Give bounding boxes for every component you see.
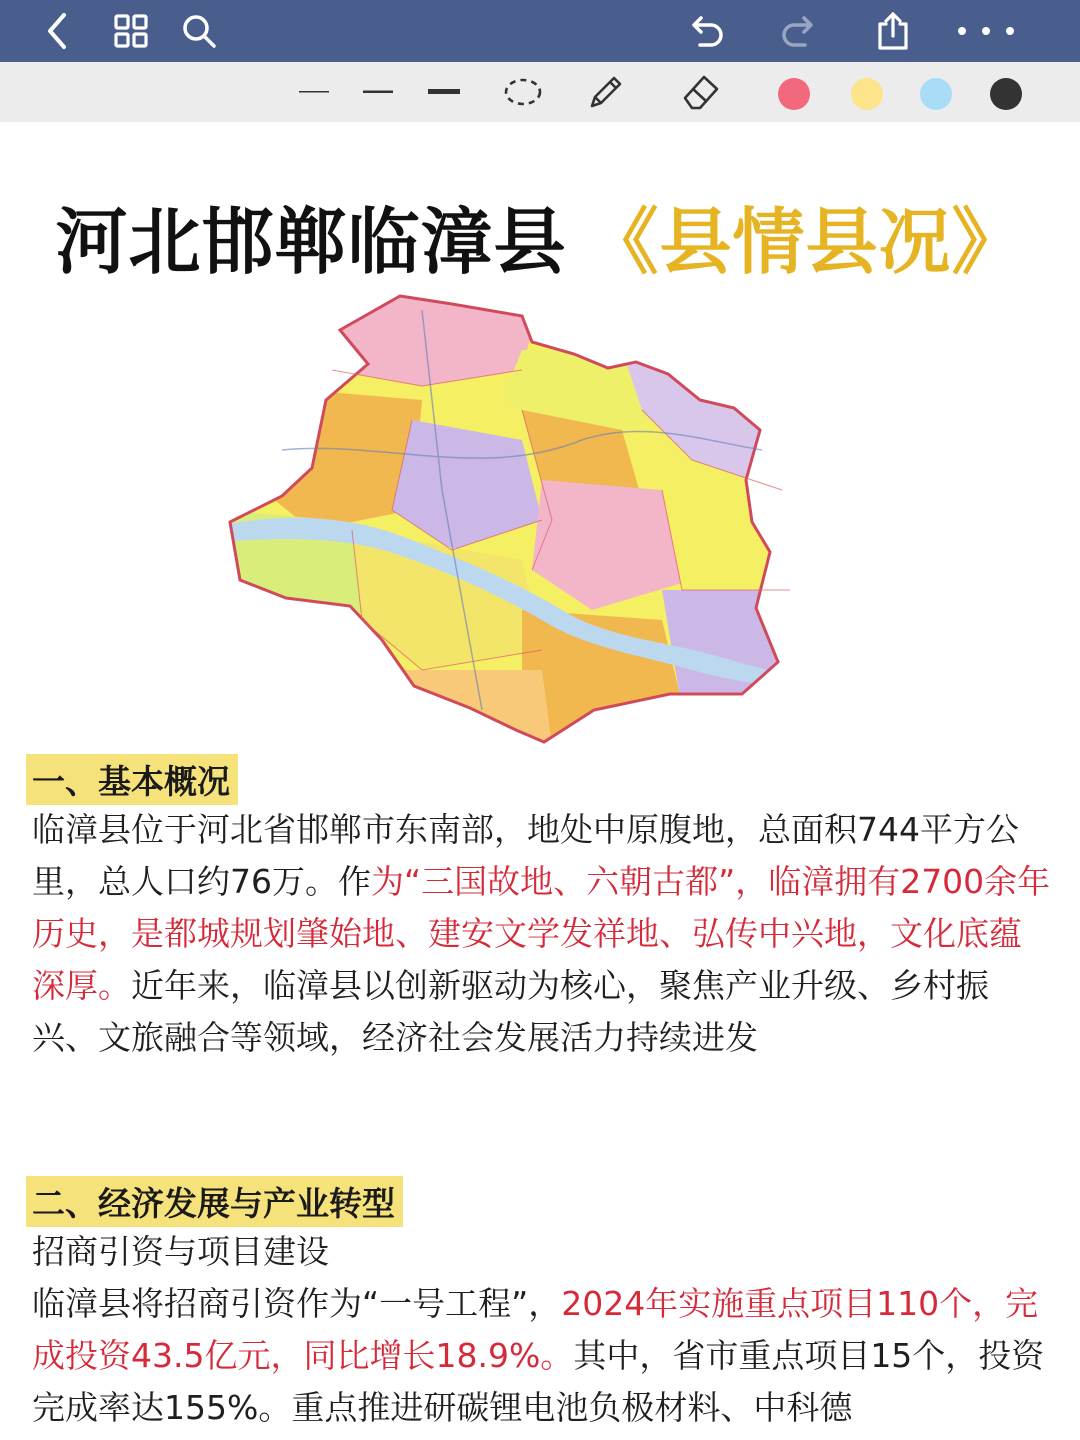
section2-subheading: 招商引资与项目建设 [32, 1232, 329, 1271]
color-swatch-yellow[interactable] [851, 78, 883, 110]
thin-line-icon[interactable] [296, 72, 332, 112]
title-accent: 《县情县况》 [586, 200, 1025, 284]
section1-highlight: 为“三国故地、六朝古都”，临漳拥有2700余年历史，是都城规划肇始地、建安文学发祥地、弘传中兴地，文化底蕴深厚。 [32, 862, 1051, 1005]
undo-icon[interactable] [683, 8, 729, 54]
section2-text-c: 其中，省市重点项目15个，投资完成率达155%。重点推进研碳锂电池负极材料、中科德 [32, 1336, 1045, 1427]
note-page[interactable] [0, 122, 1080, 1440]
section-heading-basic: 一、基本概况 [26, 754, 238, 805]
grid-icon[interactable] [108, 8, 154, 54]
page-title [0, 184, 1080, 288]
drawing-toolbar [0, 62, 1080, 122]
share-icon[interactable] [870, 8, 916, 54]
color-swatch-black[interactable] [990, 78, 1022, 110]
more-icon[interactable] [950, 8, 1022, 54]
search-icon[interactable] [176, 8, 222, 54]
section1-paragraph [32, 804, 1052, 1064]
thick-line-icon[interactable] [426, 72, 462, 112]
color-swatch-blue[interactable] [920, 78, 952, 110]
section2-text-a: 临漳县将招商引资作为“一号工程”， [32, 1284, 562, 1323]
section1-text-c: 近年来，临漳县以创新驱动为核心，聚焦产业升级、乡村振兴、文旅融合等领域，经济社会发展活力持续进发 [32, 966, 989, 1057]
section2-highlight: 2024年实施重点项目110个，完成投资43.5亿元，同比增长18.9%。 [32, 1284, 1039, 1375]
redo-icon[interactable] [776, 8, 822, 54]
back-icon[interactable] [34, 8, 80, 54]
pencil-icon[interactable] [584, 72, 628, 112]
section1-text-a: 临漳县位于河北省邯郸市东南部，地处中原腹地，总面积744平方公里，总人口约76万。作 [32, 810, 1019, 901]
county-map-image [222, 290, 790, 746]
lasso-icon[interactable] [501, 72, 545, 112]
section-heading-economy: 二、经济发展与产业转型 [26, 1176, 403, 1227]
color-swatch-pink[interactable] [778, 78, 810, 110]
eraser-icon[interactable] [678, 72, 724, 112]
top-bar [0, 0, 1080, 62]
medium-line-icon[interactable] [360, 72, 396, 112]
title-main: 河北邯郸临漳县 [55, 200, 567, 284]
section2-paragraph [32, 1226, 1052, 1434]
